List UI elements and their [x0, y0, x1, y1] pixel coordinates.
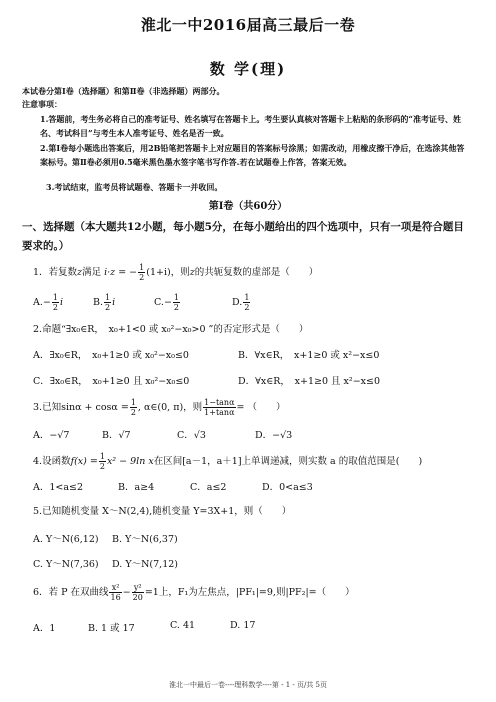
option-text: a≤2 [206, 482, 227, 493]
q1-stem-c: ，则 [170, 267, 190, 278]
q6-f1-num: x² [109, 583, 121, 593]
q3-fraction-1 [130, 398, 137, 417]
q6-option-d [230, 620, 255, 631]
option-text: Y～N(7,12) [125, 559, 178, 570]
q3-f2-num: 1−tanα [204, 398, 235, 407]
q3-fraction-2 [203, 398, 235, 417]
option-label: C． [177, 430, 194, 441]
q3-stem-a: 3.已知sinα + cosα = [33, 402, 129, 413]
option-suffix: i [112, 297, 116, 308]
option-text: Y～N(7,36) [45, 559, 99, 570]
option-fraction [173, 293, 180, 312]
question-4 [33, 452, 422, 471]
q6-fraction-1 [109, 583, 121, 602]
q1-option-a [33, 293, 63, 312]
option-label: B. [112, 534, 123, 545]
option-label: B． [238, 350, 255, 361]
q4-fx: f(x) = [70, 456, 98, 467]
q1-fraction [138, 263, 145, 282]
option-text: 17 [243, 620, 256, 631]
q5-option-c [33, 556, 99, 570]
q4-option-c [190, 479, 226, 493]
q3-stem-b: , α∈(0, π)，则 [137, 402, 203, 413]
option-text: 1 或 17 [101, 623, 135, 634]
option-label: A． [33, 482, 50, 493]
question-5: 5.已知随机变量 X～N(2,4),随机变量 Y=3X+1，则（ ） [33, 506, 292, 517]
q1-expr2: (1+i) [146, 267, 171, 278]
q4-stem-c: 在区间[a－1，a＋1]上单调递减，则实数 a 的取值范围是( ) [153, 456, 423, 467]
option-text: a≥4 [134, 482, 155, 493]
option-text: Y～N(6,12) [45, 534, 99, 545]
option-suffix: i [59, 297, 63, 308]
q5-option-b [112, 531, 178, 545]
q1-option-c [154, 293, 181, 312]
exam-title: 淮北一中2016届高三最后一卷 [140, 16, 356, 34]
option-label: C. [33, 559, 43, 570]
frac-den: 2 [105, 303, 111, 312]
q2-option-c [33, 373, 189, 387]
option-fraction [243, 293, 250, 312]
option-fraction [52, 293, 59, 312]
q1-z: z [77, 267, 83, 278]
option-label: D. [230, 620, 241, 631]
option-label: C． [190, 482, 207, 493]
q5-option-a [33, 531, 99, 545]
option-text: 1<a≤2 [49, 482, 84, 493]
option-text: 41 [182, 620, 196, 631]
section-1-heading: 第Ⅰ卷（共60分） [208, 201, 288, 212]
option-text: 1 [49, 623, 56, 634]
part-1-heading: 一、选择题（本大题共12小题，每小题5分，在每小题给出的四个选项中，只有一项是符合题目要求的。） [22, 221, 464, 252]
notice-item-1: 1.答题前，考生务必将自己的准考证号、姓名填写在答题卡上。考生要认真核对答题卡上粘贴的条形码的“准考证号、姓名、考试科目”与考生本人准考证号、姓名是否一致。 [40, 114, 461, 138]
frac-num: 1 [244, 293, 250, 302]
q6-option-b [88, 620, 135, 634]
q6-f2-den: 20 [132, 593, 143, 602]
frac-den: 2 [244, 303, 250, 312]
q4-frac-den: 2 [99, 462, 105, 471]
q2-option-d [238, 373, 380, 387]
q6-f2-num: y² [132, 583, 144, 593]
q4-expr: x² − 9ln x [106, 456, 154, 467]
option-label: D. [232, 297, 243, 308]
question-3 [33, 398, 285, 417]
q4-frac-num: 1 [99, 452, 105, 461]
q6-f1-den: 16 [110, 593, 121, 602]
q3-option-d [255, 427, 292, 441]
q3-f2-den: 1+tanα [204, 408, 235, 417]
q6-stem-b: =1上，F₁为左焦点，|PF₁|=9,则|PF₂|=（ ） [144, 587, 355, 598]
q1-stem-b: 满足 [82, 267, 102, 278]
q1-option-b [93, 293, 115, 312]
q4-option-d [262, 479, 313, 493]
exam-intro: 本试卷分第Ⅰ卷（选择题）和第Ⅱ卷（非选择题）两部分。 [22, 86, 225, 96]
option-label: B． [118, 482, 135, 493]
notice-item-3: 3.考试结束，监考员将试题卷、答题卡一并收回。 [46, 182, 223, 192]
option-text: −√3 [272, 430, 293, 441]
q1-stem-d: 的共轭复数的虚部是（ ） [194, 267, 319, 278]
q6-option-c [170, 620, 195, 631]
option-label: C. [170, 620, 180, 631]
q4-stem-a: 4.设函数 [33, 456, 71, 467]
option-label: A． [33, 623, 50, 634]
frac-den: 2 [52, 303, 58, 312]
option-text: √3 [193, 430, 206, 441]
option-fraction [104, 293, 111, 312]
option-text: 0<a≤3 [279, 482, 313, 493]
option-label: B. [93, 297, 104, 308]
option-sign: − [42, 297, 51, 308]
option-label: B． [102, 430, 119, 441]
q1-stem-a: 1．若复数 [33, 267, 78, 278]
q4-option-b [118, 479, 154, 493]
q2-option-a [33, 347, 189, 361]
frac-num: 1 [173, 293, 180, 302]
q2-option-b [238, 347, 379, 361]
option-label: C． [33, 376, 50, 387]
option-text: ∃x₀∈R， x₀+1≥0 且 x₀²−x₀≤0 [49, 376, 190, 387]
q3-option-b [102, 427, 131, 441]
option-label: D． [238, 376, 256, 387]
option-text: √7 [118, 430, 131, 441]
q3-f1-den: 2 [130, 408, 136, 417]
q1-frac-den: 2 [139, 273, 145, 282]
page-footer: 淮北一中最后一卷----理科数学----第 - 1 - 页/共 5页 [168, 681, 328, 689]
question-6 [33, 583, 355, 602]
q4-fraction [99, 452, 106, 471]
notice-heading: 注意事项： [22, 99, 62, 109]
option-label: D. [112, 559, 123, 570]
notice-item-2: 2.第Ⅰ卷每小题选出答案后，用2B铅笔把答题卡上对应题目的答案标号涂黑；如需改动，用橡皮擦干净后，在选涂其他答案标号。第Ⅱ卷必须用0.5毫米黑色墨水签字笔书写作答.若在试题卷上作答，答案无效。 [40, 143, 465, 167]
q3-option-a [33, 427, 69, 441]
q1-frac-num: 1 [139, 263, 145, 272]
option-text: ∃x₀∈R， x₀+1≥0 或 x₀²−x₀≤0 [49, 350, 189, 361]
option-text: −√7 [49, 430, 70, 441]
q3-option-c [177, 427, 206, 441]
q6-stem-a: 6．若 P 在双曲线 [33, 587, 109, 598]
q5-option-d [112, 556, 178, 570]
option-text: Y～N(6,37) [125, 534, 178, 545]
q3-stem-c: = （ ） [236, 402, 286, 413]
option-sign: − [163, 297, 172, 308]
frac-num: 1 [52, 293, 58, 302]
option-label: A． [33, 430, 50, 441]
exam-subtitle: 数 学(理) [209, 60, 287, 78]
option-label: C. [154, 297, 164, 308]
question-2: 2.命题“∃x₀∈R， x₀+1<0 或 x₀²−x₀>0 ”的否定形式是（ ） [33, 324, 309, 335]
frac-num: 1 [105, 293, 111, 302]
option-text: ∀x∈R， x+1≥0 或 x²−x≤0 [254, 350, 380, 361]
question-1 [33, 263, 318, 282]
option-label: A． [33, 350, 50, 361]
q3-f1-num: 1 [130, 398, 136, 407]
option-label: B. [88, 623, 99, 634]
q1-expr: i·z = − [104, 267, 138, 278]
frac-den: 2 [173, 303, 180, 312]
q6-option-a [33, 620, 55, 634]
option-label: D． [255, 430, 273, 441]
q1-z2: z [189, 267, 195, 278]
q6-fraction-2 [132, 583, 144, 602]
option-text: ∀x∈R， x+1≥0 且 x²−x≤0 [255, 376, 381, 387]
option-label: A. [33, 534, 43, 545]
option-label: A. [33, 297, 43, 308]
q6-minus: − [122, 587, 131, 598]
option-label: D． [262, 482, 280, 493]
q1-option-d [232, 293, 251, 312]
q4-option-a [33, 479, 83, 493]
